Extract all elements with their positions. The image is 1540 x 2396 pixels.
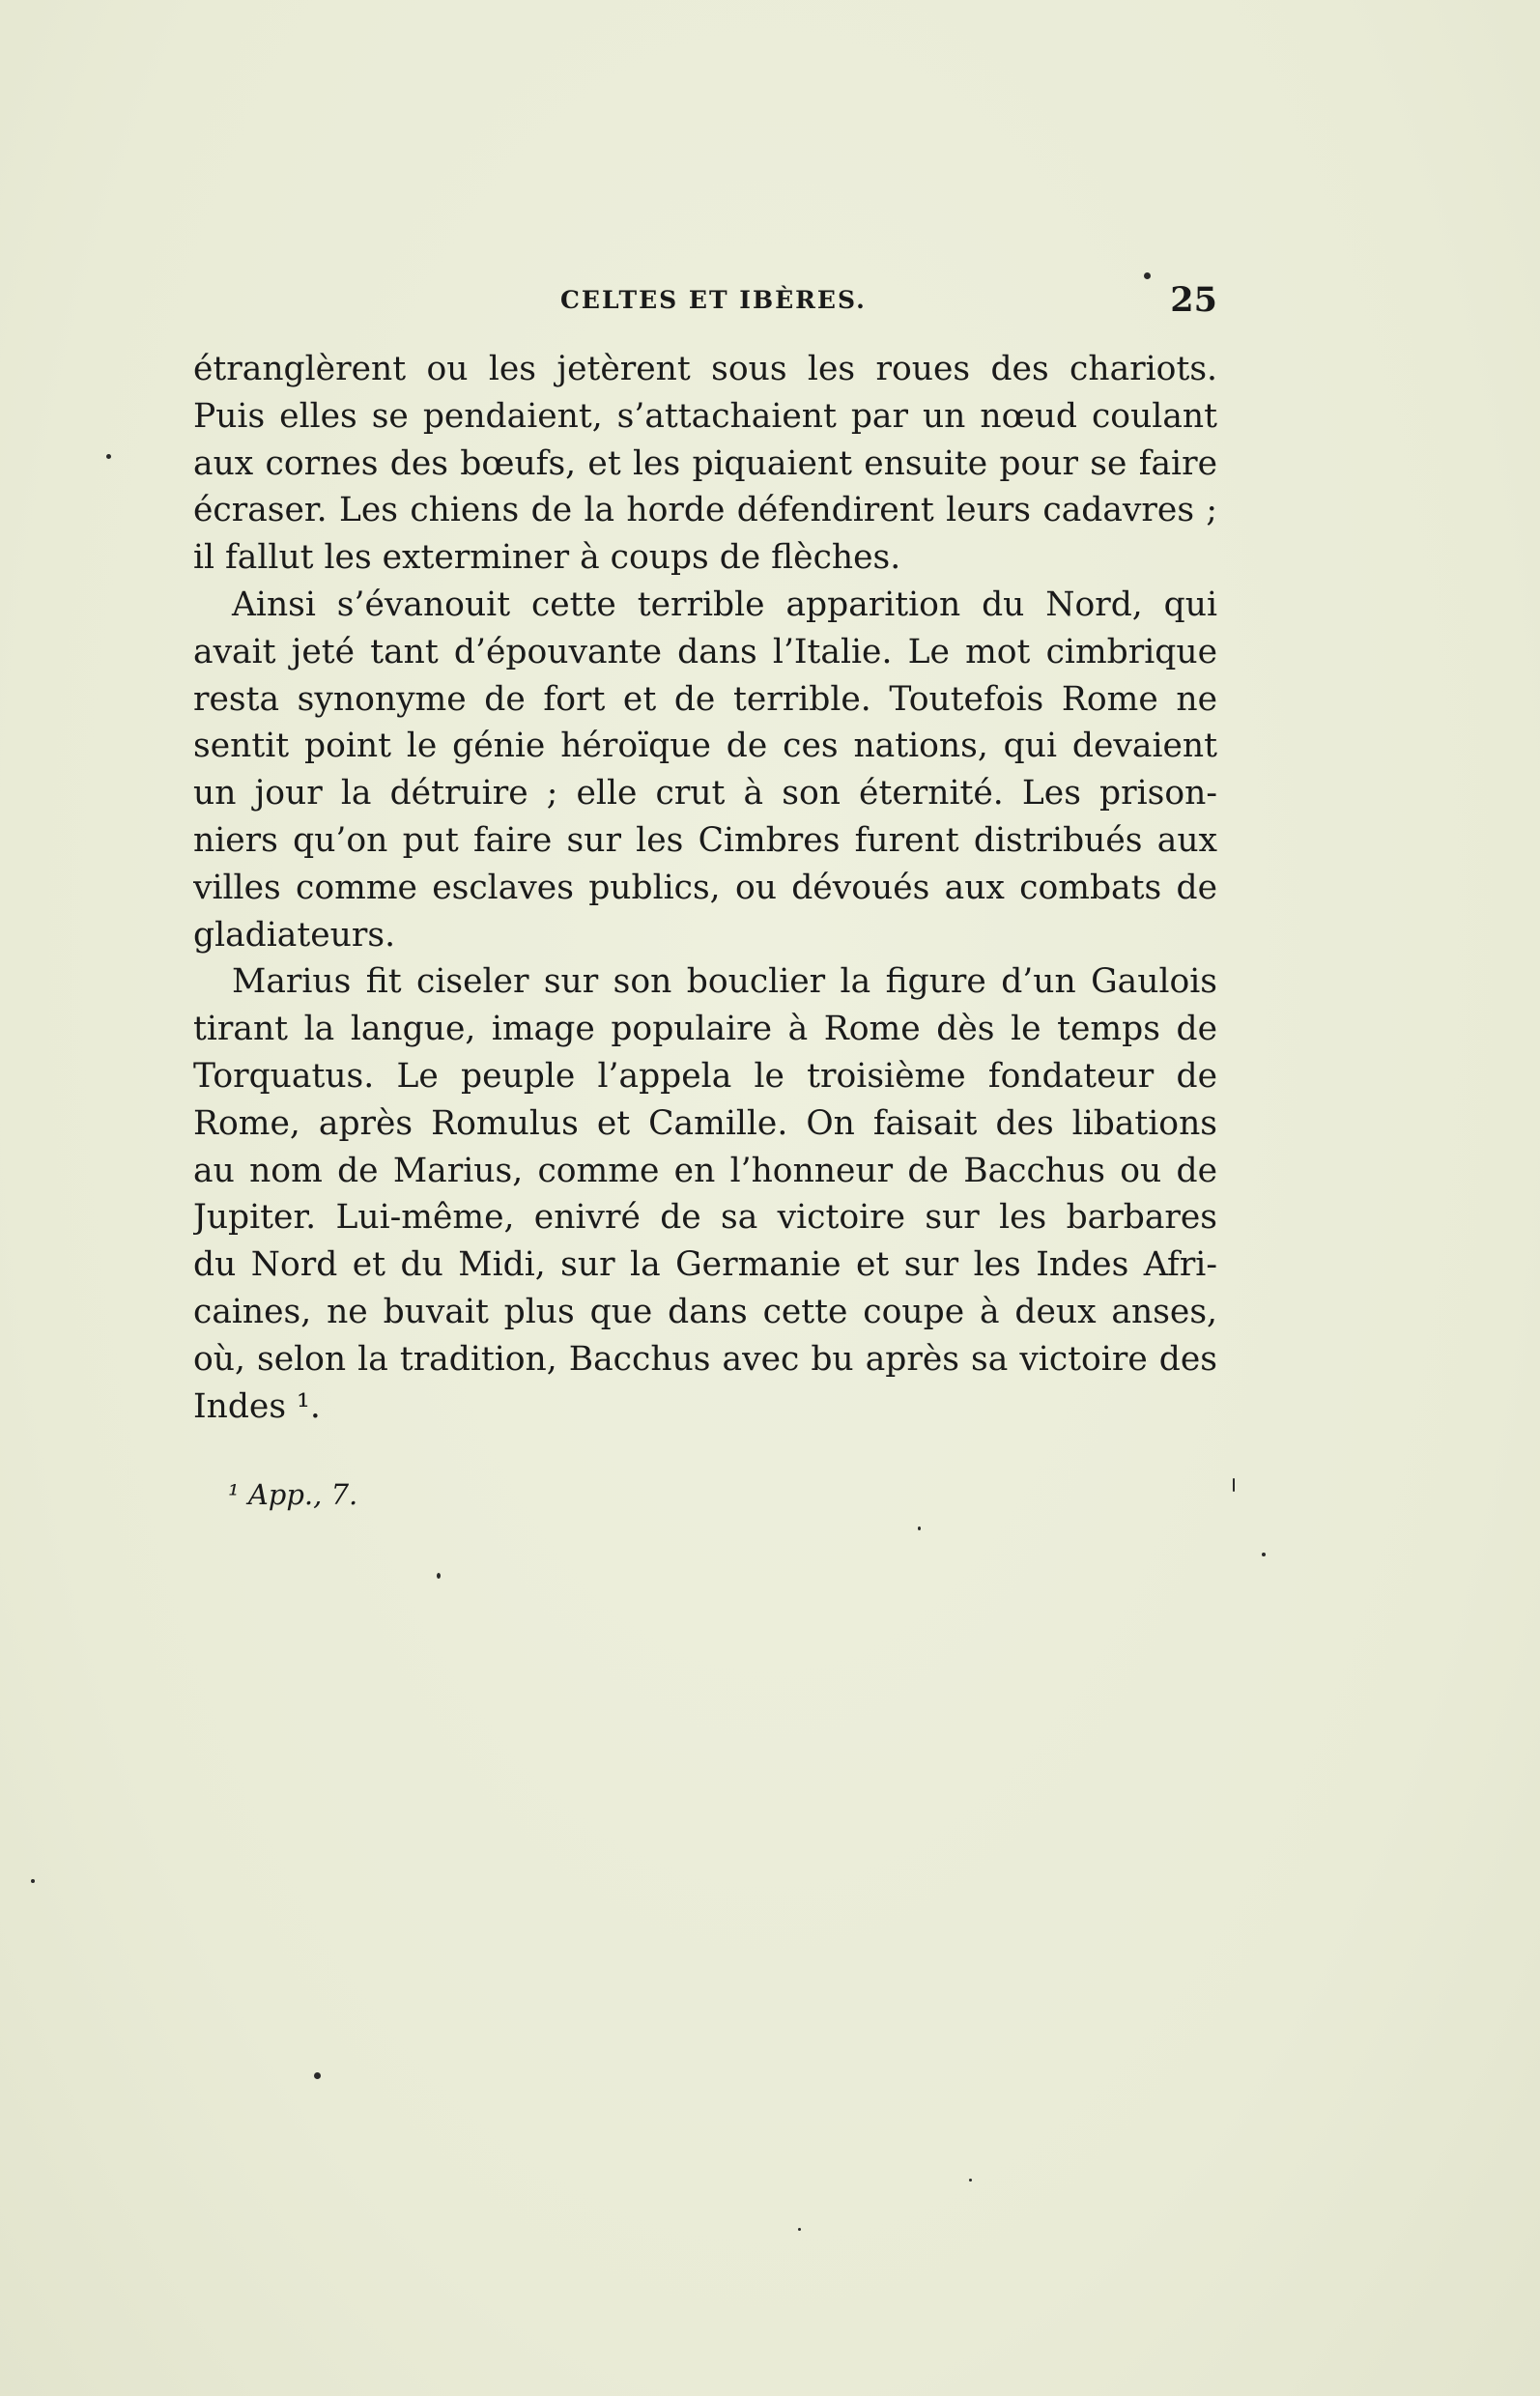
text-line: Puis elles se pendaient, s’attachaient par un nœud coulant	[193, 396, 1217, 436]
running-head: CELTES ET IBÈRES.	[560, 286, 867, 314]
page-header	[193, 280, 1217, 325]
text-line: caines, ne buvait plus que dans cette coupe à deux anses,	[193, 1292, 1217, 1331]
text-line: niers qu’on put faire sur les Cimbres furent distribués aux	[193, 820, 1217, 860]
paper-speck	[969, 2179, 972, 2182]
text-line: Indes ¹.	[193, 1386, 321, 1426]
text-line: Jupiter. Lui-même, enivré de sa victoire sur les barbares	[193, 1198, 1217, 1238]
text-line: villes comme esclaves publics, ou dévoués aux combats de	[193, 868, 1217, 907]
text-line: tirant la langue, image populaire à Rome dès le temps de	[193, 1010, 1217, 1049]
text-line: aux cornes des bœufs, et les piquaient ensuite pour se faire	[193, 443, 1217, 483]
text-line: Ainsi s’évanouit cette terrible apparition du Nord, qui	[232, 585, 1217, 624]
text-line: où, selon la tradition, Bacchus avec bu après sa victoire des	[193, 1339, 1217, 1379]
paper-speck	[918, 1526, 921, 1530]
text-line: gladiateurs.	[193, 915, 396, 955]
paper-speck	[314, 2072, 321, 2079]
text-line: du Nord et du Midi, sur la Germanie et sur les Indes Afri-	[193, 1245, 1217, 1285]
text-line: avait jeté tant d’épouvante dans l’Italie. Le mot cimbrique	[193, 632, 1217, 671]
paper-speck	[1262, 1553, 1266, 1556]
text-line: écraser. Les chiens de la horde défendirent leurs cadavres ;	[193, 491, 1217, 530]
text-line: Torquatus. Le peuple l’appela le troisième fondateur de	[193, 1056, 1217, 1096]
paper-speck	[1144, 272, 1151, 279]
text-line: sentit point le génie héroïque de ces nations, qui devaient	[193, 727, 1217, 766]
text-line: Marius fit ciseler sur son bouclier la figure d’un Gaulois	[232, 962, 1217, 1002]
paper-speck	[798, 2228, 801, 2231]
text-line: au nom de Marius, comme en l’honneur de Bacchus ou de	[193, 1151, 1217, 1190]
page-number: 25	[1170, 280, 1217, 320]
paper-speck	[1233, 1478, 1235, 1492]
paper-speck	[437, 1573, 441, 1579]
text-line: resta synonyme de fort et de terrible. Toutefois Rome ne	[193, 679, 1217, 719]
paper-speck	[31, 1879, 35, 1883]
text-line: Rome, après Romulus et Camille. On faisait des libations	[193, 1103, 1217, 1143]
body-text	[193, 346, 1217, 1430]
text-line: un jour la détruire ; elle crut à son éternité. Les prison-	[193, 774, 1217, 813]
text-line: étranglèrent ou les jetèrent sous les roues des chariots.	[193, 350, 1217, 388]
footnote: ¹ App., 7.	[228, 1478, 358, 1511]
paper-speck	[106, 454, 111, 459]
text-line: il fallut les exterminer à coups de flèches.	[193, 538, 901, 578]
